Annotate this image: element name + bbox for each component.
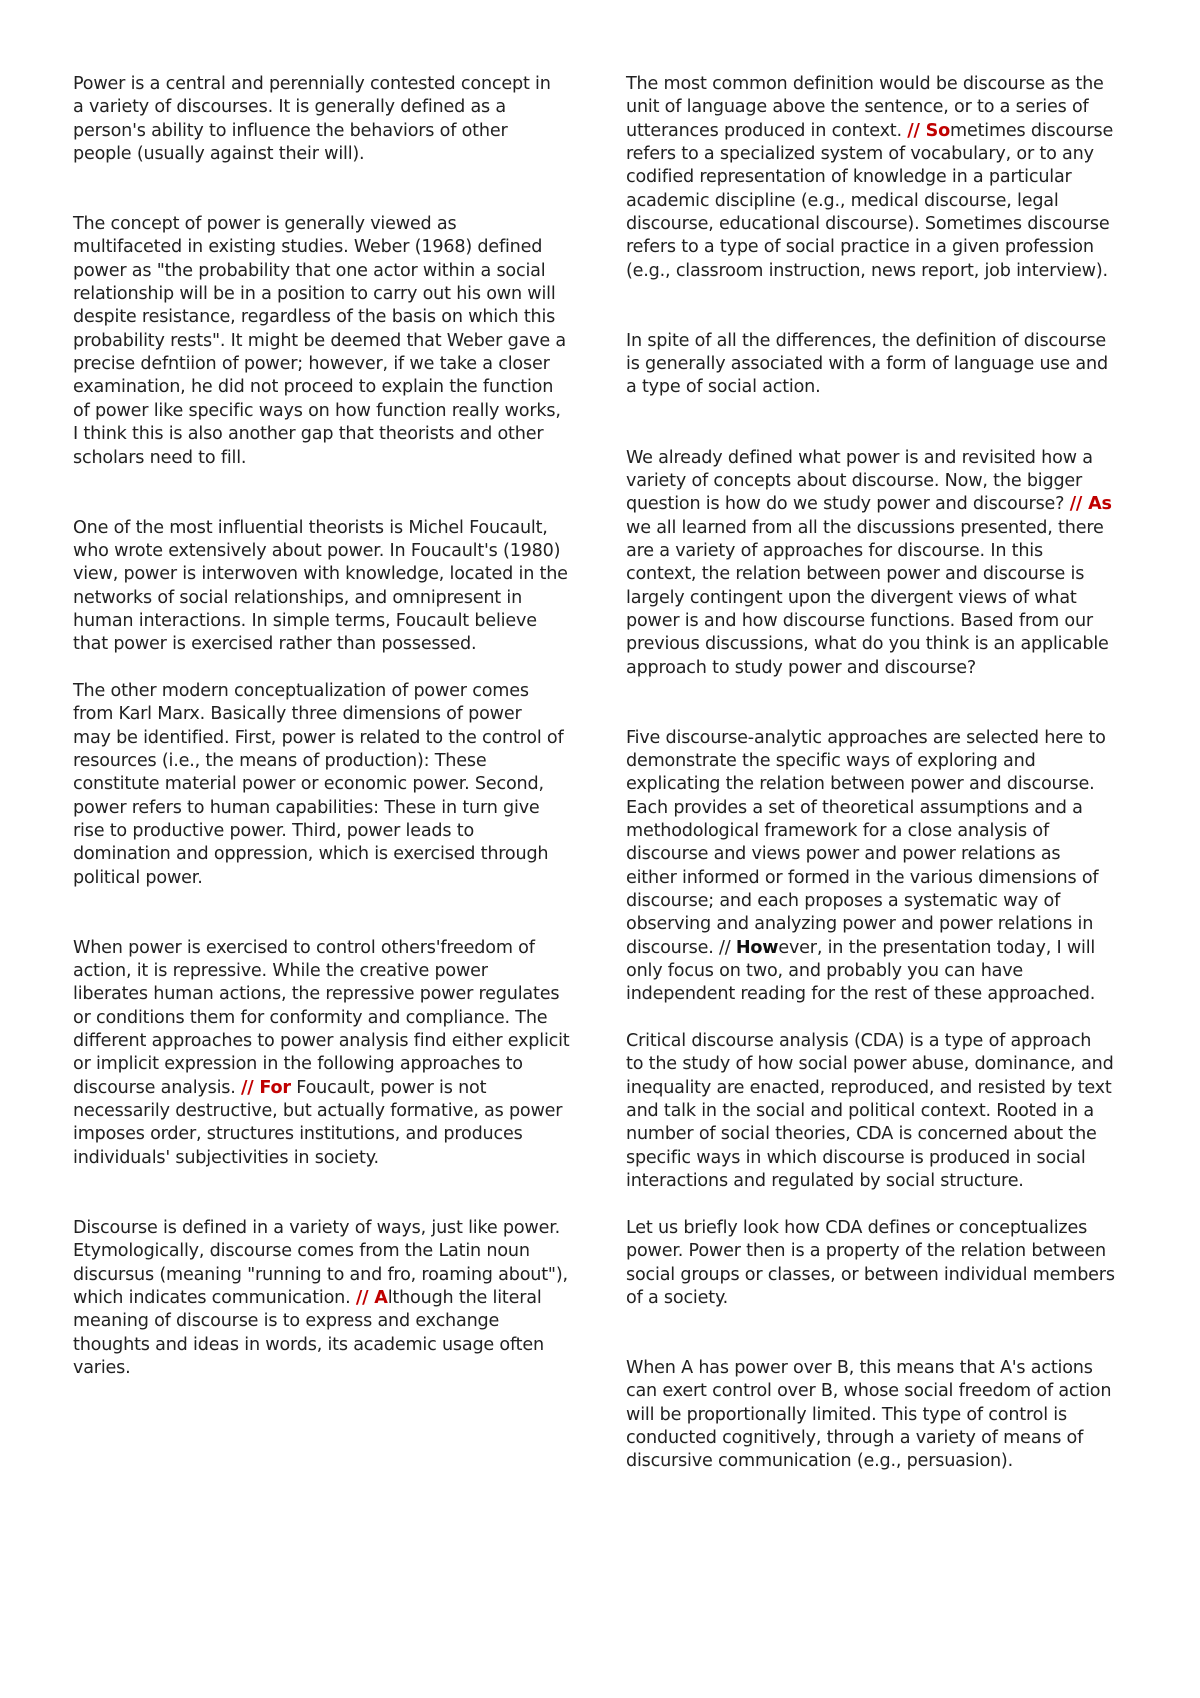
text-segment: ever, in the presentation today, I will only focus on two, and probably you can have independent reading for the rest of these approached. (626, 937, 1096, 1005)
paragraph-differences: In spite of all the differences, the definition of discourse is generally associated with a form of language use and a type of social action. (626, 330, 1108, 398)
text-segment: When power is exercised to control others'freedom of action, it is repressive. While the creative power liberates human actions, the repressive power regulates or conditions them for conformity and compliance. The different approaches to power analysis find either explicit or implicit expression in the following approaches to discourse analysis. (73, 937, 570, 1098)
paragraph-power-definition: Power is a central and perennially contested concept in a variety of discourses. It is generally defined as a person's ability to influence the behaviors of other people (usually against their will). (73, 74, 551, 165)
text-segment: lthough the literal meaning of discourse is to express and exchange thoughts and ideas in words, its academic usage often varies. (73, 1287, 544, 1378)
text-segment: we all learned from all the discussions presented, there are a variety of approaches for discourse. In this context, the relation between power and discourse is largely contingent upon the divergent views of what power is and how discourse functions. Based from our previous discussions, what do you think is an applicable approach to study power and discourse? (626, 517, 1109, 678)
left-column (73, 73, 593, 1380)
text-segment: metimes discourse refers to a specialized system of vocabulary, or to any codified representation of knowledge in a particular academic discipline (e.g., medical discourse, legal discourse, educational discourse). Sometimes discourse refers to a type of social practice in a given profession (e.g., classroom instruction, news report, job interview). (626, 120, 1114, 281)
text-segment: Five discourse-analytic approaches are selected here to demonstrate the specific ways of exploring and explicating the relation between power and discourse. Each provides a set of theoretical assumptions and a methodological framework for a close analysis of discourse and views power and power relations as either informed or formed in the various dimensions of discourse; and each proposes a systematic way of observing and analyzing power and power relations in discourse. // (626, 727, 1106, 958)
cue-marker: // As (1069, 494, 1112, 515)
paragraph-a-over-b: When A has power over B, this means that A's actions can exert control over B, whose social freedom of action will be proportionally limited. This type of control is conducted cognitively, through a variety of means of discursive communication (e.g., persuasion). (626, 1357, 1112, 1472)
paragraph-foucault: One of the most influential theorists is Michel Foucault, who wrote extensively about power. In Foucault's (1980) view, power is interwoven with knowledge, located in the networks of social relationships, and omnipresent in human interactions. In simple terms, Foucault believe that power is exercised rather than possessed. (73, 517, 568, 655)
text-segment: Foucault, power is not necessarily destructive, but actually formative, as power imposes order, structures institutions, and produces individuals' subjectivities in society. (73, 1077, 563, 1168)
cue-marker: How (735, 937, 779, 958)
text-segment: We already defined what power is and revisited how a variety of concepts about discourse. Now, the bigger question is how do we study power and discourse? (626, 447, 1093, 515)
text-segment: The most common definition would be discourse as the unit of language above the sentence, or to a series of utterances produced in context. (626, 74, 1104, 141)
right-column (626, 73, 1146, 1474)
paragraph-weber-concept: The concept of power is generally viewed as multifaceted in existing studies. Weber (1968) defined power as "the probability that one actor within a social relationship will be in a position to carry out his own will despite resistance, regardless of the basis on which this probability rests". It might be deemed that Weber gave a precise defntiion of power; however, if we take a closer examination, he did not proceed to explain the function of power like specific ways on how function really works, I think this is also another gap that theorists and other scholars need to fill. (73, 214, 566, 468)
cue-marker: // So (907, 120, 951, 141)
cue-marker: // For (241, 1077, 291, 1098)
paragraph-repressive-power (73, 937, 593, 1170)
paragraph-common-definition (626, 73, 1146, 283)
paragraph-discourse-definition (73, 1217, 593, 1380)
paragraph-cda: Critical discourse analysis (CDA) is a type of approach to the study of how social power abuse, dominance, and inequality are enacted, reproduced, and resisted by text and talk in the social and political context. Rooted in a number of social theories, CDA is concerned about the specific ways in which discourse is produced in social interactions and regulated by social structure. (626, 1031, 1114, 1192)
paragraph-study-question (626, 447, 1146, 680)
text-segment: Discourse is defined in a variety of ways, just like power. Etymologically, discourse comes from the Latin noun discursus (meaning "running to and fro, roaming about"), which indicates communication. (73, 1217, 568, 1308)
paragraph-marx: The other modern conceptualization of power comes from Karl Marx. Basically three dimensions of power may be identified. First, power is related to the control of resources (i.e., the means of production): These constitute material power or economic power. Second, power refers to human capabilities: These in turn give rise to productive power. Third, power leads to domination and oppression, which is exercised through political power. (73, 680, 564, 888)
paragraph-cda-power: Let us briefly look how CDA defines or conceptualizes power. Power then is a property of the relation between social groups or classes, or between individual members of a society. (626, 1217, 1115, 1308)
cue-marker: // A (355, 1287, 388, 1308)
paragraph-five-approaches (626, 727, 1146, 1007)
